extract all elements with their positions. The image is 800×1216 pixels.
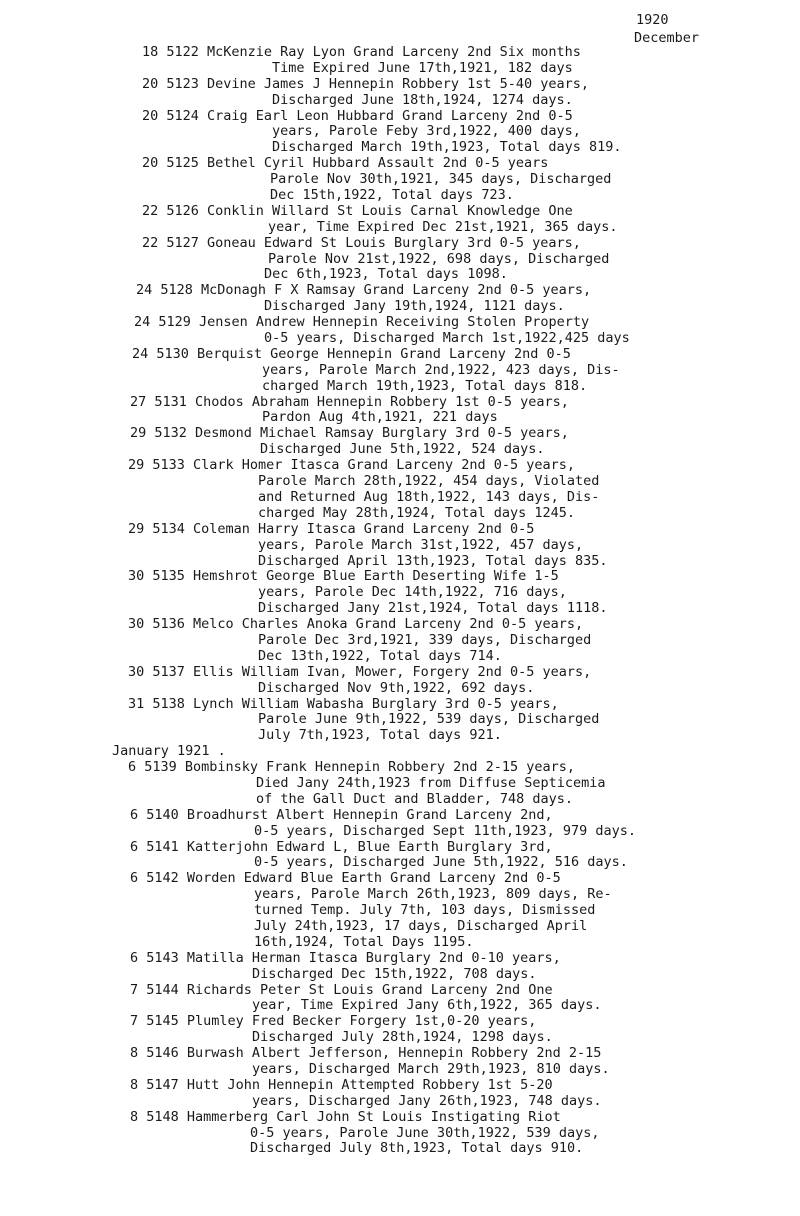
record-line: 22 5126 Conklin Willard St Louis Carnal Knowledge One <box>142 202 573 219</box>
record-line: Discharged July 28th,1924, 1298 days. <box>252 1029 553 1046</box>
record-line: Discharged March 19th,1923, Total days 819. <box>272 139 622 156</box>
record-line: years, Parole Dec 14th,1922, 716 days, <box>258 584 567 601</box>
record-line: 7 5145 Plumley Fred Becker Forgery 1st,0-20 years, <box>130 1013 537 1030</box>
record-line: year, Time Expired Jany 6th,1922, 365 days. <box>252 997 602 1014</box>
record-line: Discharged Dec 15th,1922, 708 days. <box>252 965 537 982</box>
record-line: years, Discharged March 29th,1923, 810 days. <box>252 1061 610 1077</box>
page-month: December <box>634 30 700 46</box>
record-line: Dec 6th,1923, Total days 1098. <box>264 266 508 283</box>
record-line: Parole June 9th,1922, 539 days, Discharged <box>258 711 600 728</box>
record-line: 8 5148 Hammerberg Carl John St Louis Instigating Riot <box>130 1108 561 1125</box>
record-line: 24 5129 Jensen Andrew Hennepin Receiving Stolen Property <box>134 314 590 331</box>
record-line: 0-5 years, Discharged June 5th,1922, 516 days. <box>254 854 628 871</box>
record-line: 20 5123 Devine James J Hennepin Robbery 1st 5-40 years, <box>142 75 590 92</box>
record-line: years, Parole March 26th,1923, 809 days, Re- <box>254 886 612 903</box>
record-line: 29 5133 Clark Homer Itasca Grand Larceny 2nd 0-5 years, <box>128 457 576 474</box>
record-line: 6 5139 Bombinsky Frank Hennepin Robbery 2nd 2-15 years, <box>128 759 576 776</box>
record-line: Time Expired June 17th,1921, 182 days <box>272 59 573 76</box>
record-entries <box>0 45 800 1157</box>
record-line: year, Time Expired Dec 21st,1921, 365 days. <box>268 218 618 235</box>
record-line: 29 5132 Desmond Michael Ramsay Burglary 3rd 0-5 years, <box>130 425 569 442</box>
record-line: of the Gall Duct and Bladder, 748 days. <box>256 790 573 807</box>
record-line: Discharged Nov 9th,1922, 692 days. <box>258 679 535 696</box>
record-line: July 7th,1923, Total days 921. <box>258 727 502 744</box>
record-line: Discharged April 13th,1923, Total days 835. <box>258 552 608 569</box>
record-line: July 24th,1923, 17 days, Discharged April <box>254 917 588 934</box>
record-line: Discharged June 18th,1924, 1274 days. <box>272 91 573 108</box>
record-line: turned Temp. July 7th, 103 days, Dismissed <box>254 902 596 919</box>
record-line: Died Jany 24th,1923 from Diffuse Septicemia <box>256 774 606 791</box>
record-line: Parole Nov 30th,1921, 345 days, Discharged <box>270 171 612 188</box>
record-line: 20 5125 Bethel Cyril Hubbard Assault 2nd 0-5 years <box>142 155 549 172</box>
record-line: 30 5135 Hemshrot George Blue Earth Deserting Wife 1-5 <box>128 568 559 585</box>
record-line: 22 5127 Goneau Edward St Louis Burglary 3rd 0-5 years, <box>142 234 581 251</box>
record-line: charged May 28th,1924, Total days 1245. <box>258 504 575 521</box>
record-line: 31 5138 Lynch William Wabasha Burglary 3rd 0-5 years, <box>128 695 559 712</box>
record-line: 30 5136 Melco Charles Anoka Grand Larceny 2nd 0-5 years, <box>128 616 584 633</box>
record-line: years, Parole Feby 3rd,1922, 400 days, <box>272 123 581 140</box>
record-line: 20 5124 Craig Earl Leon Hubbard Grand Larceny 2nd 0-5 <box>142 107 573 124</box>
record-line: Pardon Aug 4th,1921, 221 days <box>262 409 498 426</box>
page-year: 1920 <box>636 12 669 28</box>
record-line: 16th,1924, Total Days 1195. <box>254 933 474 950</box>
record-line: 0-5 years, Discharged Sept 11th,1923, 979 days. <box>254 822 637 839</box>
record-line: 0-5 years, Parole June 30th,1922, 539 days, <box>250 1124 600 1141</box>
record-line: years, Parole March 31st,1922, 457 days, <box>258 536 584 553</box>
record-line: years, Parole March 2nd,1922, 423 days, Dis- <box>262 361 620 378</box>
record-line: Discharged June 5th,1922, 524 days. <box>260 441 545 458</box>
record-line: 27 5131 Chodos Abraham Hennepin Robbery 1st 0-5 years, <box>130 393 569 410</box>
record-line: 24 5130 Berquist George Hennepin Grand Larceny 2nd 0-5 <box>132 345 571 362</box>
record-line: 6 5143 Matilla Herman Itasca Burglary 2nd 0-10 years, <box>130 949 561 966</box>
record-line: January 1921 . <box>112 743 226 760</box>
record-line: 30 5137 Ellis William Ivan, Mower, Forgery 2nd 0-5 years, <box>128 663 592 680</box>
record-line: 29 5134 Coleman Harry Itasca Grand Larceny 2nd 0-5 <box>128 520 535 537</box>
record-line: 6 5140 Broadhurst Albert Hennepin Grand Larceny 2nd, <box>130 806 553 823</box>
record-line: 8 5146 Burwash Albert Jefferson, Hennepin Robbery 2nd 2-15 <box>130 1045 602 1062</box>
record-line: and Returned Aug 18th,1922, 143 days, Dis- <box>258 488 600 505</box>
record-line: Parole Dec 3rd,1921, 339 days, Discharged <box>258 631 592 648</box>
record-line: 18 5122 McKenzie Ray Lyon Grand Larceny 2nd Six months <box>142 44 581 60</box>
record-line: 0-5 years, Discharged March 1st,1922,425 days <box>264 330 630 347</box>
record-line: Parole Nov 21st,1922, 698 days, Discharged <box>268 250 610 267</box>
record-line: 8 5147 Hutt John Hennepin Attempted Robbery 1st 5-20 <box>130 1076 553 1093</box>
record-line: 24 5128 McDonagh F X Ramsay Grand Larceny 2nd 0-5 years, <box>136 282 592 299</box>
record-line: 6 5142 Worden Edward Blue Earth Grand Larceny 2nd 0-5 <box>130 870 561 887</box>
record-line: Discharged Jany 21st,1924, Total days 1118. <box>258 600 608 617</box>
record-line: Dec 13th,1922, Total days 714. <box>258 647 502 664</box>
record-line: 6 5141 Katterjohn Edward L, Blue Earth Burglary 3rd, <box>130 838 553 855</box>
record-line: 7 5144 Richards Peter St Louis Grand Larceny 2nd One <box>130 981 553 998</box>
record-line: Discharged July 8th,1923, Total days 910. <box>250 1140 584 1157</box>
record-line: Dec 15th,1922, Total days 723. <box>270 187 514 204</box>
record-line: Discharged Jany 19th,1924, 1121 days. <box>264 298 565 315</box>
record-line: charged March 19th,1923, Total days 818. <box>262 377 588 394</box>
record-line: years, Discharged Jany 26th,1923, 748 days. <box>252 1092 602 1109</box>
record-line: Parole March 28th,1922, 454 days, Violated <box>258 473 600 490</box>
